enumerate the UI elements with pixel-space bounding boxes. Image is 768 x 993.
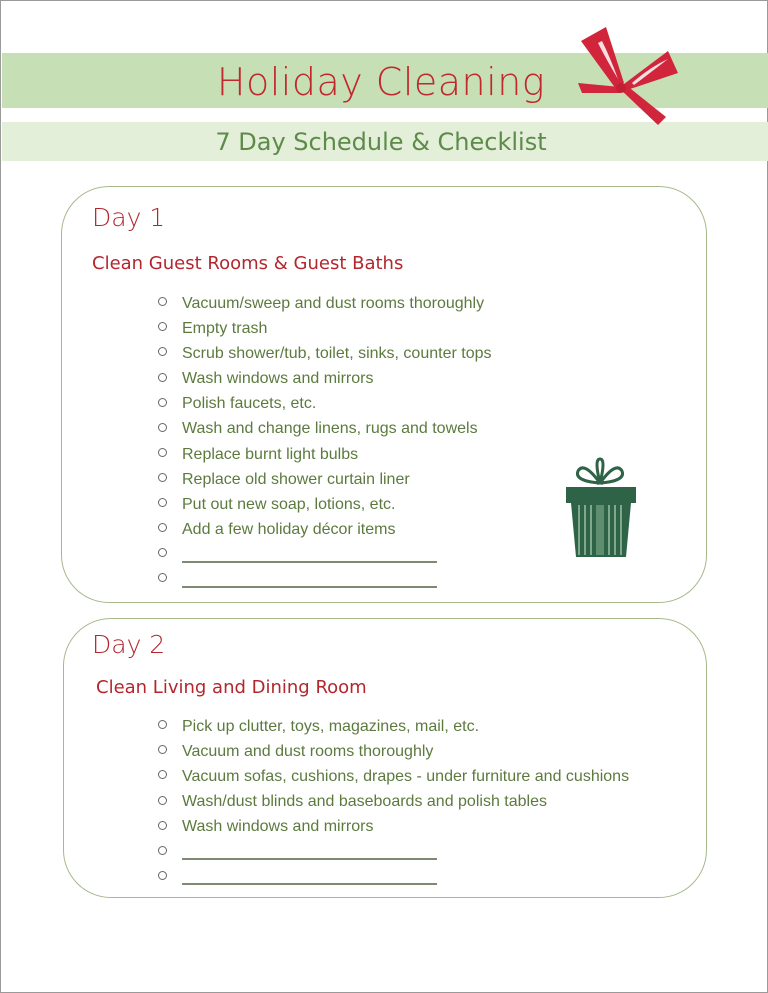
checkbox-circle-icon[interactable] [158,398,167,407]
blank-task-item[interactable] [158,865,629,890]
task-label: Vacuum and dust rooms thoroughly [182,743,434,761]
task-label: Replace old shower curtain liner [182,470,410,488]
day-1-card [61,186,707,603]
checkbox-circle-icon[interactable] [158,770,167,779]
checkbox-circle-icon[interactable] [158,347,167,356]
task-item[interactable] [158,714,629,739]
blank-write-in-line[interactable] [182,869,437,885]
task-item[interactable] [158,341,491,366]
blank-task-item[interactable] [158,567,491,592]
checkbox-circle-icon[interactable] [158,473,167,482]
checkbox-circle-icon[interactable] [158,498,167,507]
task-item[interactable] [158,764,629,789]
checkbox-circle-icon[interactable] [158,297,167,306]
checkbox-circle-icon[interactable] [158,448,167,457]
task-label: Add a few holiday décor items [182,520,396,538]
task-label: Wash windows and mirrors [182,370,374,388]
task-item[interactable] [158,442,491,467]
checkbox-circle-icon[interactable] [158,871,167,880]
checkbox-circle-icon[interactable] [158,523,167,532]
task-item[interactable] [158,814,629,839]
page-title: Holiday Cleaning [216,60,546,104]
task-item[interactable] [158,416,491,441]
blank-task-item[interactable] [158,542,491,567]
task-label: Pick up clutter, toys, magazines, mail, etc. [182,718,480,735]
day-2-area: Clean Living and Dining Room [96,677,367,698]
checkbox-circle-icon[interactable] [158,796,167,805]
day-1-task-list [158,291,491,592]
task-item[interactable] [158,291,491,316]
task-item[interactable] [158,789,629,814]
checkbox-circle-icon[interactable] [158,373,167,382]
checkbox-circle-icon[interactable] [158,573,167,582]
day-2-title: Day 2 [92,630,166,659]
blank-write-in-line[interactable] [182,844,437,860]
task-label: Vacuum sofas, cushions, drapes - under furniture and cushions [182,768,630,786]
checkbox-circle-icon[interactable] [158,745,167,754]
task-item[interactable] [158,739,629,764]
day-1-title: Day 1 [92,203,166,232]
day-1-area: Clean Guest Rooms & Guest Baths [92,253,404,274]
checkbox-circle-icon[interactable] [158,423,167,432]
day-2-task-list [158,714,629,890]
task-label: Replace burnt light bulbs [182,445,359,463]
checkbox-circle-icon[interactable] [158,322,167,331]
page-subtitle: 7 Day Schedule & Checklist [215,128,547,156]
checkbox-circle-icon[interactable] [158,720,167,729]
task-label: Wash windows and mirrors [182,818,374,836]
blank-write-in-line[interactable] [182,572,437,588]
task-label: Wash and change linens, rugs and towels [182,420,478,438]
task-label: Wash/dust blinds and baseboards and polish tables [182,793,547,811]
task-label: Put out new soap, lotions, etc. [182,495,396,513]
blank-write-in-line[interactable] [182,547,437,563]
gift-box-icon [562,457,640,559]
task-item[interactable] [158,391,491,416]
task-label: Vacuum/sweep and dust rooms thoroughly [182,295,485,312]
day-2-card [63,618,707,898]
task-label: Scrub shower/tub, toilet, sinks, counter tops [182,345,492,363]
task-item[interactable] [158,316,491,341]
checkbox-circle-icon[interactable] [158,846,167,855]
checkbox-circle-icon[interactable] [158,821,167,830]
blank-task-item[interactable] [158,839,629,864]
task-item[interactable] [158,492,491,517]
task-item[interactable] [158,366,491,391]
task-label: Empty trash [182,320,268,338]
task-label: Polish faucets, etc. [182,395,317,413]
task-item[interactable] [158,467,491,492]
checkbox-circle-icon[interactable] [158,548,167,557]
task-item[interactable] [158,517,491,542]
ribbon-bow-icon [576,21,691,131]
